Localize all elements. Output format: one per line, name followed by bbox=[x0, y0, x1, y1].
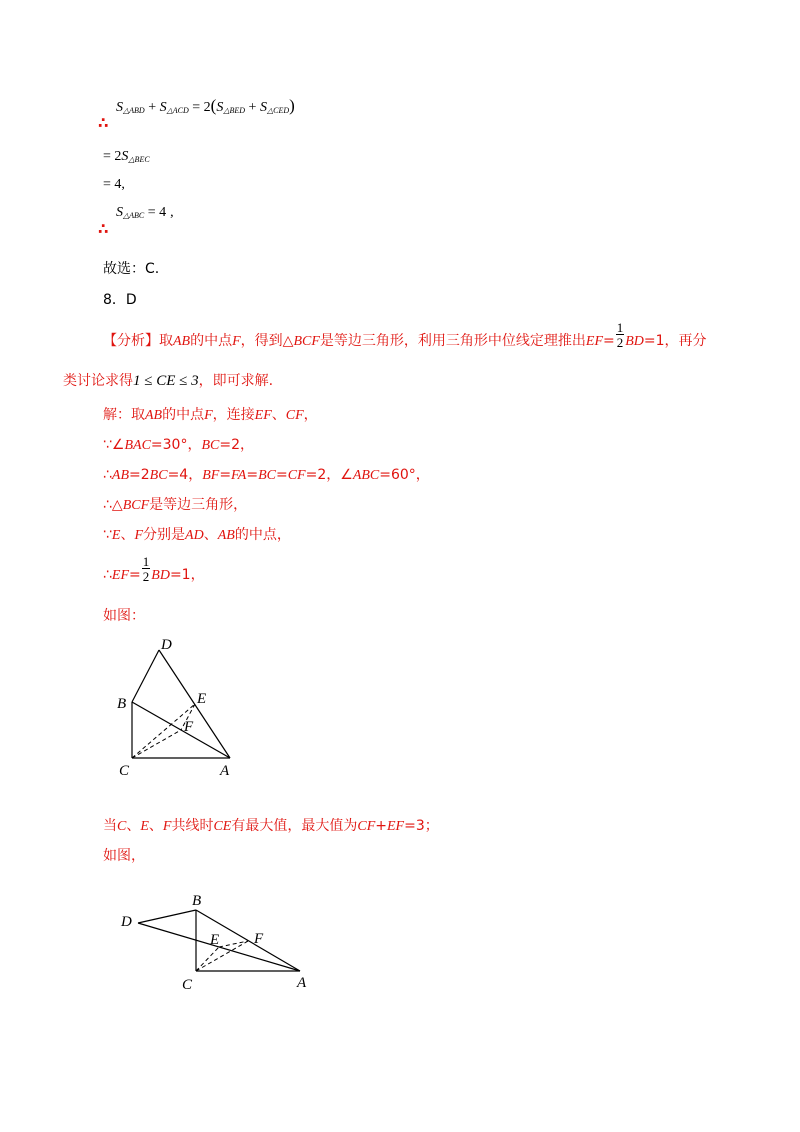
point-label-A: A bbox=[297, 975, 307, 991]
solution-line-5: ∵E、F分别是AD、AB的中点， bbox=[103, 527, 291, 543]
point-label-F: F bbox=[184, 719, 194, 735]
segment-BD bbox=[132, 650, 159, 702]
solution-line-1: 解：取AB的中点F，连接EF、CF， bbox=[103, 407, 318, 423]
case-max-line: 当C、E、F共线时CE有最大值，最大值为CF+EF=3； bbox=[103, 818, 439, 834]
point-label-B: B bbox=[192, 893, 202, 909]
solution-line-6: ∴EF= $\frac{1}{2}$ BD=1， bbox=[103, 554, 205, 584]
solution-line-4: ∴△BCF是等边三角形， bbox=[103, 497, 248, 513]
geometry-figure-1 bbox=[110, 630, 260, 780]
point-label-E: E bbox=[210, 932, 220, 948]
geometry-figure-2 bbox=[115, 885, 325, 995]
answer-q7: 故选：C. bbox=[103, 261, 160, 277]
segment-DB bbox=[138, 910, 196, 923]
solution-line-2: ∵∠BAC=30°，BC=2， bbox=[103, 437, 254, 453]
point-label-E: E bbox=[197, 691, 207, 707]
solution-line-3: ∴AB=2BC=4，BF=FA=BC=CF=2，∠ABC=60°， bbox=[103, 467, 430, 483]
therefore-symbol-2: ∴ bbox=[98, 220, 109, 238]
area-equation-1: $S_{\triangle ABD} + S_{\triangle ACD} = 2(S_{\triangle BED} + S_{\triangle CED})$ bbox=[116, 96, 295, 115]
figure-label-2: 如图， bbox=[103, 848, 145, 864]
point-label-C: C bbox=[182, 977, 193, 993]
therefore-symbol-1: ∴ bbox=[98, 114, 109, 132]
point-label-F: F bbox=[254, 931, 264, 947]
analysis-line-2: 类讨论求得1 ≤ CE ≤ 3，即可求解. bbox=[63, 373, 274, 389]
dashed-CF bbox=[132, 730, 181, 758]
point-label-D: D bbox=[121, 914, 132, 930]
dashed-CE bbox=[196, 947, 219, 971]
dashed-CF bbox=[196, 941, 248, 971]
point-label-A: A bbox=[220, 763, 230, 779]
point-label-B: B bbox=[117, 696, 127, 712]
fraction-one-half-2: $\frac{1}{2}$ bbox=[142, 554, 150, 584]
area-equation-2: = $2S_{\triangle BEC}$ bbox=[103, 149, 150, 164]
point-label-C: C bbox=[119, 763, 130, 779]
fraction-one-half: $\frac{1}{2}$ bbox=[616, 320, 624, 350]
dashed-EF bbox=[219, 941, 248, 947]
analysis-line-1: 【分析】取AB的中点F，得到△BCF是等边三角形，利用三角形中位线定理推出EF= $\frac{1}{2}$ BD=1，再分 bbox=[103, 320, 707, 350]
question-8-header: 8．D bbox=[103, 292, 137, 308]
figure-label-1: 如图： bbox=[103, 608, 145, 624]
area-equation-3: = 4, bbox=[103, 177, 125, 192]
point-label-D: D bbox=[161, 637, 172, 653]
area-equation-4: $S_{\triangle ABC} = 4$ , bbox=[116, 205, 174, 220]
